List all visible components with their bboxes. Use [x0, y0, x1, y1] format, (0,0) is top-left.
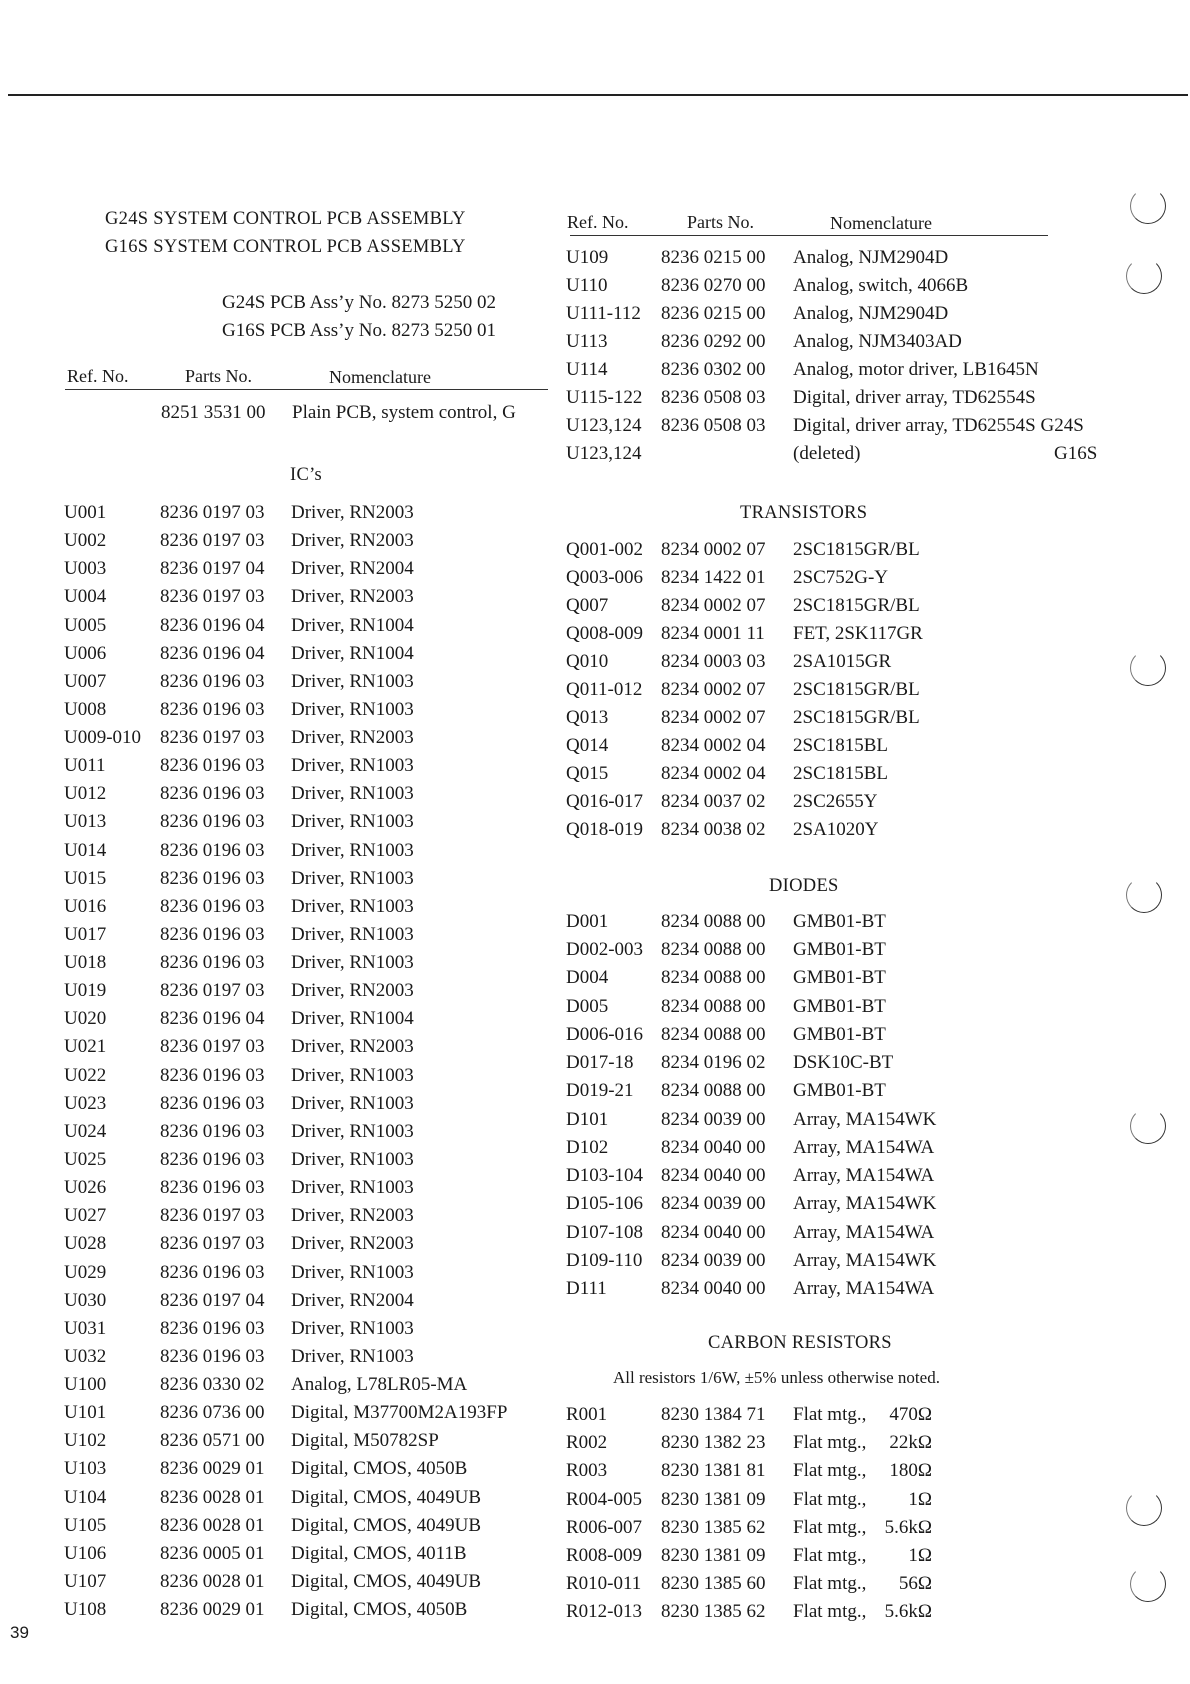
- nomenclature: Digital, CMOS, 4050B: [291, 1458, 468, 1480]
- ref-no: Q011-012: [566, 679, 643, 700]
- resistance-value: 5.6kΩ: [884, 1516, 932, 1538]
- ref-no: Q018-019: [566, 819, 644, 840]
- ref-no: U011: [64, 755, 106, 777]
- nomenclature: Driver, RN1003: [291, 867, 414, 889]
- ref-no: U018: [64, 952, 107, 974]
- parts-no: 8236 0508 03: [661, 415, 766, 436]
- resistance-value: 1Ω: [908, 1545, 932, 1566]
- ref-no: D002-003: [566, 939, 644, 961]
- parts-no: 8236 0197 04: [160, 558, 265, 580]
- parts-no: 8236 0292 00: [661, 331, 766, 352]
- nomenclature: GMB01-BT: [793, 911, 886, 932]
- parts-no: 8236 0197 03: [160, 980, 265, 1002]
- binder-hole: [1126, 1490, 1162, 1526]
- ref-no: U109: [566, 247, 609, 268]
- ics-heading: IC’s: [290, 465, 323, 485]
- ref-no: U012: [64, 783, 107, 805]
- nomenclature: Analog, motor driver, LB1645N: [793, 359, 1039, 380]
- transistors-heading: TRANSISTORS: [740, 503, 868, 523]
- left-header-parts: Parts No.: [185, 366, 252, 386]
- ref-no: U104: [64, 1486, 107, 1508]
- nomenclature: Driver, RN1003: [291, 1064, 414, 1086]
- ref-no: D111: [566, 1277, 607, 1299]
- resistance-value: 470Ω: [889, 1404, 932, 1425]
- parts-no: 8234 0040 00: [661, 1165, 766, 1187]
- ref-no: Q013: [566, 707, 609, 728]
- nomenclature: Driver, RN1004: [291, 1008, 414, 1030]
- parts-no: 8236 0508 03: [661, 387, 766, 408]
- ref-no: U014: [64, 839, 107, 861]
- ref-no: D019-21: [566, 1080, 634, 1102]
- ref-no: D006-016: [566, 1023, 644, 1045]
- binder-hole: [1130, 650, 1166, 686]
- ref-no: U015: [64, 867, 107, 889]
- nomenclature: Digital, CMOS, 4049UB: [291, 1486, 482, 1508]
- nomenclature: Driver, RN1003: [291, 698, 414, 720]
- parts-no: 8236 0196 03: [160, 952, 265, 974]
- nomenclature: Digital, CMOS, 4049UB: [291, 1514, 482, 1536]
- nomenclature: Driver, RN1003: [291, 923, 414, 945]
- assy-line: G24S PCB Ass’y No. 8273 5250 02: [222, 292, 496, 313]
- parts-no: 8236 0196 03: [160, 698, 265, 720]
- nomenclature: Driver, RN2003: [291, 1233, 414, 1255]
- parts-no: 8236 0028 01: [160, 1570, 265, 1592]
- nomenclature: DSK10C-BT: [793, 1052, 894, 1074]
- parts-no: 8236 0197 03: [160, 1205, 265, 1227]
- parts-no: 8234 0003 03: [661, 651, 766, 672]
- nomenclature: Array, MA154WA: [793, 1277, 935, 1299]
- nomenclature: Driver, RN1003: [291, 1148, 414, 1170]
- nomenclature: 2SC1815BL: [793, 763, 889, 784]
- ref-no: R001: [566, 1404, 608, 1425]
- document-title: [105, 205, 466, 261]
- parts-no: 8234 0002 04: [661, 763, 766, 784]
- ref-no: D107-108: [566, 1221, 644, 1243]
- parts-no: 8234 1422 01: [661, 567, 766, 588]
- nomenclature: Digital, M50782SP: [291, 1430, 439, 1452]
- ref-no: Q001-002: [566, 539, 644, 560]
- parts-no: 8234 0088 00: [661, 995, 766, 1017]
- ref-no: U108: [64, 1599, 107, 1621]
- parts-no: 8234 0040 00: [661, 1221, 766, 1243]
- parts-no: 8236 0330 02: [160, 1374, 265, 1396]
- parts-no: 8236 0736 00: [160, 1402, 265, 1424]
- parts-no: 8236 0571 00: [160, 1430, 265, 1452]
- parts-no: 8234 0088 00: [661, 911, 766, 932]
- parts-no: 8236 0028 01: [160, 1486, 265, 1508]
- parts-no: 8234 0002 04: [661, 735, 766, 756]
- nomenclature: 2SC1815GR/BL: [793, 707, 920, 728]
- nomenclature: Flat mtg.,: [793, 1516, 867, 1538]
- ref-no: R002: [566, 1432, 608, 1454]
- resistance-value: 56Ω: [898, 1573, 932, 1595]
- parts-no: 8234 0002 07: [661, 595, 766, 616]
- ref-no: U028: [64, 1233, 107, 1255]
- parts-no: 8236 0197 04: [160, 1289, 265, 1311]
- ref-no: D017-18: [566, 1052, 634, 1074]
- ref-no: U002: [64, 530, 107, 552]
- parts-no: 8236 0196 04: [160, 614, 265, 636]
- parts-no: 8234 0040 00: [661, 1136, 766, 1158]
- ref-no: U100: [64, 1374, 107, 1396]
- nomenclature: Array, MA154WK: [793, 1249, 937, 1271]
- nomenclature: Flat mtg.,: [793, 1488, 867, 1510]
- binder-hole: [1126, 258, 1162, 294]
- nomenclature: Driver, RN2003: [291, 727, 414, 749]
- nomenclature: Driver, RN2003: [291, 502, 414, 523]
- nomenclature: Analog, switch, 4066B: [793, 275, 969, 296]
- parts-no: 8234 0002 07: [661, 539, 766, 560]
- nomenclature: Analog, NJM2904D: [793, 303, 949, 324]
- parts-no: 8236 0196 03: [160, 755, 265, 777]
- parts-no: 8234 0038 02: [661, 819, 766, 840]
- ref-no: U030: [64, 1289, 107, 1311]
- ref-no: U114: [566, 359, 608, 380]
- resistors-heading: CARBON RESISTORS: [708, 1333, 892, 1353]
- parts-no: 8236 0270 00: [661, 275, 766, 296]
- parts-no: 8236 0029 01: [160, 1458, 265, 1480]
- nomenclature: GMB01-BT: [793, 939, 886, 961]
- ref-no: D105-106: [566, 1193, 644, 1215]
- resistance-value: 5.6kΩ: [884, 1601, 932, 1623]
- ref-no: U009-010: [64, 727, 142, 749]
- ref-no: U107: [64, 1570, 107, 1592]
- parts-no: 8236 0215 00: [661, 303, 766, 324]
- ref-no: U101: [64, 1402, 107, 1424]
- binder-hole: [1130, 188, 1166, 224]
- parts-no: 8236 0029 01: [160, 1599, 265, 1621]
- ref-no: D101: [566, 1108, 609, 1130]
- parts-no: 8236 0197 03: [160, 1233, 265, 1255]
- nomenclature: Driver, RN1003: [291, 1261, 414, 1283]
- resistance-value: 22kΩ: [889, 1432, 932, 1454]
- nomenclature: Driver, RN1003: [291, 952, 414, 974]
- ref-no: D004: [566, 967, 609, 989]
- binder-hole: [1126, 877, 1162, 913]
- nomenclature: Driver, RN1003: [291, 839, 414, 861]
- ref-no: U032: [64, 1345, 107, 1367]
- ref-no: U004: [64, 586, 107, 608]
- parts-no: 8234 0002 07: [661, 707, 766, 728]
- nomenclature: 2SA1015GR: [793, 651, 892, 672]
- nomenclature: Driver, RN1003: [291, 1177, 414, 1199]
- right-header-nomenclature: Nomenclature: [830, 213, 932, 233]
- ref-no: U115-122: [566, 387, 643, 408]
- nomenclature: 2SC2655Y: [793, 791, 878, 812]
- left-header-ref: Ref. No.: [67, 366, 129, 386]
- nomenclature: Array, MA154WK: [793, 1193, 937, 1215]
- ref-no: D109-110: [566, 1249, 643, 1271]
- resistance-value: 180Ω: [889, 1460, 932, 1482]
- parts-no: 8234 0088 00: [661, 967, 766, 989]
- nomenclature: Driver, RN2004: [291, 1289, 414, 1311]
- nomenclature: Driver, RN1003: [291, 811, 414, 833]
- nomenclature: 2SC1815GR/BL: [793, 679, 920, 700]
- ref-no: U025: [64, 1148, 107, 1170]
- ref-no: Q016-017: [566, 791, 644, 812]
- parts-no: 8236 0196 04: [160, 642, 265, 664]
- nomenclature: Digital, CMOS, 4050B: [291, 1599, 468, 1621]
- binder-hole: [1130, 1566, 1166, 1602]
- ref-no: U031: [64, 1317, 107, 1339]
- ref-no: Q008-009: [566, 623, 644, 644]
- parts-no: 8230 1382 23: [661, 1432, 766, 1454]
- ref-no: U016: [64, 895, 107, 917]
- ref-no: R006-007: [566, 1516, 642, 1538]
- nomenclature: Driver, RN2003: [291, 586, 414, 608]
- parts-no: 8234 0088 00: [661, 1023, 766, 1045]
- ref-no: R012-013: [566, 1601, 642, 1623]
- nomenclature: Digital, driver array, TD62554S G24S: [793, 415, 1084, 436]
- parts-no: 8234 0039 00: [661, 1108, 766, 1130]
- parts-no: 8236 0196 03: [160, 1261, 265, 1283]
- ref-no: U005: [64, 614, 107, 636]
- parts-no: 8236 0196 03: [160, 1177, 265, 1199]
- ref-no: U017: [64, 923, 107, 945]
- parts-no: 8230 1385 62: [661, 1516, 766, 1538]
- parts-no: 8236 0196 03: [160, 1148, 265, 1170]
- parts-no: 8236 0196 03: [160, 923, 265, 945]
- nomenclature: Driver, RN1004: [291, 614, 414, 636]
- title-line: G16S SYSTEM CONTROL PCB ASSEMBLY: [105, 237, 466, 257]
- ref-no: U023: [64, 1092, 107, 1114]
- parts-no: 8236 0196 03: [160, 783, 265, 805]
- ref-no: U008: [64, 698, 107, 720]
- nomenclature: 2SA1020Y: [793, 819, 879, 840]
- page-number: 39: [10, 1623, 29, 1642]
- ref-no: U021: [64, 1036, 107, 1058]
- parts-no: 8236 0197 03: [160, 530, 265, 552]
- nomenclature: Digital, M37700M2A193FP: [291, 1402, 508, 1424]
- ref-no: U024: [64, 1120, 107, 1142]
- ref-no: R010-011: [566, 1573, 642, 1595]
- nomenclature: Flat mtg.,: [793, 1460, 867, 1482]
- right-header-parts: Parts No.: [687, 212, 754, 232]
- ref-no: U123,124: [566, 443, 642, 464]
- parts-no: 8230 1384 71: [661, 1404, 766, 1425]
- nomenclature: Driver, RN1003: [291, 1120, 414, 1142]
- nomenclature: Driver, RN2004: [291, 558, 414, 580]
- nomenclature: Analog, L78LR05-MA: [291, 1374, 468, 1396]
- ref-no: U003: [64, 558, 107, 580]
- ref-no: U123,124: [566, 415, 642, 436]
- parts-no: 8236 0196 03: [160, 867, 265, 889]
- parts-no: 8234 0088 00: [661, 939, 766, 961]
- nomenclature: Digital, driver array, TD62554S: [793, 387, 1036, 408]
- assembly-numbers: [222, 289, 496, 345]
- nomenclature: Driver, RN2003: [291, 1036, 414, 1058]
- parts-no: 8236 0196 03: [160, 1120, 265, 1142]
- ref-no: U026: [64, 1177, 107, 1199]
- ref-no: Q014: [566, 735, 609, 756]
- nomenclature: Driver, RN1003: [291, 895, 414, 917]
- ref-no: D102: [566, 1136, 609, 1158]
- nomenclature: Analog, NJM3403AD: [793, 331, 962, 352]
- ref-no: U001: [64, 502, 107, 523]
- nomenclature: Driver, RN1004: [291, 642, 414, 664]
- ref-no: U110: [566, 275, 608, 296]
- parts-no: 8234 0088 00: [661, 1080, 766, 1102]
- nomenclature: Flat mtg.,: [793, 1601, 867, 1623]
- ref-no: U013: [64, 811, 107, 833]
- ref-no: Q003-006: [566, 567, 644, 588]
- parts-no: 8230 1385 60: [661, 1573, 766, 1595]
- nomenclature: GMB01-BT: [793, 1023, 886, 1045]
- parts-no: 8236 0197 03: [160, 1036, 265, 1058]
- nomenclature: 2SC752G-Y: [793, 567, 889, 588]
- parts-no: 8236 0197 03: [160, 586, 265, 608]
- ref-no: R008-009: [566, 1545, 642, 1566]
- nomenclature: Digital, CMOS, 4049UB: [291, 1570, 482, 1592]
- parts-no: 8234 0001 11: [661, 623, 765, 644]
- ref-no: Q015: [566, 763, 609, 784]
- pcb-nomenclature: Plain PCB, system control, G: [292, 402, 516, 423]
- ref-no: R004-005: [566, 1488, 642, 1510]
- ref-no: U113: [566, 331, 608, 352]
- left-header-rule: [65, 389, 548, 390]
- right-header-ref: Ref. No.: [567, 212, 629, 232]
- parts-no: 8234 0039 00: [661, 1249, 766, 1271]
- nomenclature: Driver, RN2003: [291, 1205, 414, 1227]
- ref-no: U027: [64, 1205, 107, 1227]
- parts-no: 8230 1381 09: [661, 1488, 766, 1510]
- nomenclature: Driver, RN1003: [291, 1317, 414, 1339]
- ref-no: U007: [64, 670, 107, 692]
- nomenclature: Array, MA154WK: [793, 1108, 937, 1130]
- ref-no: U105: [64, 1514, 107, 1536]
- binder-hole: [1130, 1108, 1166, 1144]
- top-rule: [8, 94, 1188, 96]
- ref-no: Q007: [566, 595, 609, 616]
- ref-no: U029: [64, 1261, 107, 1283]
- nomenclature: Driver, RN1003: [291, 783, 414, 805]
- ref-no: R003: [566, 1460, 608, 1482]
- ref-no: U106: [64, 1542, 107, 1564]
- parts-no: 8234 0196 02: [661, 1052, 766, 1074]
- parts-no: 8230 1381 81: [661, 1460, 766, 1482]
- ref-no: U103: [64, 1458, 107, 1480]
- model-note: G16S: [1054, 443, 1098, 464]
- nomenclature: Flat mtg.,: [793, 1545, 867, 1566]
- assy-line: G16S PCB Ass’y No. 8273 5250 01: [222, 320, 496, 341]
- parts-no: 8236 0196 03: [160, 670, 265, 692]
- nomenclature: Driver, RN2003: [291, 980, 414, 1002]
- parts-no: 8236 0196 03: [160, 1345, 265, 1367]
- nomenclature: Array, MA154WA: [793, 1165, 935, 1187]
- parts-no: 8236 0028 01: [160, 1514, 265, 1536]
- parts-no: 8234 0039 00: [661, 1193, 766, 1215]
- ref-no: U102: [64, 1430, 107, 1452]
- ref-no: U019: [64, 980, 107, 1002]
- nomenclature: Array, MA154WA: [793, 1136, 935, 1158]
- resistance-value: 1Ω: [908, 1488, 932, 1510]
- nomenclature: Driver, RN1003: [291, 1092, 414, 1114]
- parts-no: 8236 0196 03: [160, 1064, 265, 1086]
- title-line: G24S SYSTEM CONTROL PCB ASSEMBLY: [105, 209, 466, 229]
- nomenclature: 2SC1815GR/BL: [793, 595, 920, 616]
- pcb-part: 8251 3531 00: [161, 402, 266, 423]
- parts-no: 8236 0215 00: [661, 247, 766, 268]
- nomenclature: FET, 2SK117GR: [793, 623, 923, 644]
- nomenclature: Driver, RN1003: [291, 670, 414, 692]
- nomenclature: (deleted): [793, 443, 861, 464]
- parts-no: 8236 0197 03: [160, 727, 265, 749]
- ref-no: Q010: [566, 651, 609, 672]
- nomenclature: 2SC1815GR/BL: [793, 539, 920, 560]
- nomenclature: Flat mtg.,: [793, 1404, 867, 1425]
- parts-no: 8236 0196 03: [160, 839, 265, 861]
- left-header-nomenclature: Nomenclature: [329, 367, 431, 387]
- parts-no: 8236 0196 04: [160, 1008, 265, 1030]
- parts-no: 8234 0002 07: [661, 679, 766, 700]
- nomenclature: Flat mtg.,: [793, 1432, 867, 1454]
- parts-no: 8236 0302 00: [661, 359, 766, 380]
- nomenclature: Digital, CMOS, 4011B: [291, 1542, 467, 1564]
- nomenclature: Driver, RN2003: [291, 530, 414, 552]
- parts-no: 8234 0040 00: [661, 1277, 766, 1299]
- ref-no: D001: [566, 911, 609, 932]
- ref-no: U022: [64, 1064, 107, 1086]
- parts-no: 8236 0196 03: [160, 811, 265, 833]
- parts-no: 8236 0197 03: [160, 502, 265, 523]
- nomenclature: Driver, RN1003: [291, 755, 414, 777]
- parts-no: 8236 0196 03: [160, 1092, 265, 1114]
- nomenclature: GMB01-BT: [793, 1080, 886, 1102]
- nomenclature: Driver, RN1003: [291, 1345, 414, 1367]
- nomenclature: GMB01-BT: [793, 995, 886, 1017]
- parts-no: 8236 0196 03: [160, 895, 265, 917]
- right-header-rule: [570, 235, 1048, 236]
- nomenclature: Flat mtg.,: [793, 1573, 867, 1595]
- nomenclature: Array, MA154WA: [793, 1221, 935, 1243]
- resistors-note: All resistors 1/6W, ±5% unless otherwise noted.: [613, 1368, 940, 1387]
- parts-no: 8230 1385 62: [661, 1601, 766, 1623]
- ref-no: D103-104: [566, 1165, 644, 1187]
- parts-no: 8236 0005 01: [160, 1542, 265, 1564]
- diodes-heading: DIODES: [769, 876, 839, 896]
- ref-no: U006: [64, 642, 107, 664]
- nomenclature: Analog, NJM2904D: [793, 247, 949, 268]
- ref-no: D005: [566, 995, 609, 1017]
- nomenclature: GMB01-BT: [793, 967, 886, 989]
- parts-no: 8230 1381 09: [661, 1545, 766, 1566]
- parts-no: 8236 0196 03: [160, 1317, 265, 1339]
- ref-no: U020: [64, 1008, 107, 1030]
- ref-no: U111-112: [566, 303, 641, 324]
- parts-no: 8234 0037 02: [661, 791, 766, 812]
- nomenclature: 2SC1815BL: [793, 735, 889, 756]
